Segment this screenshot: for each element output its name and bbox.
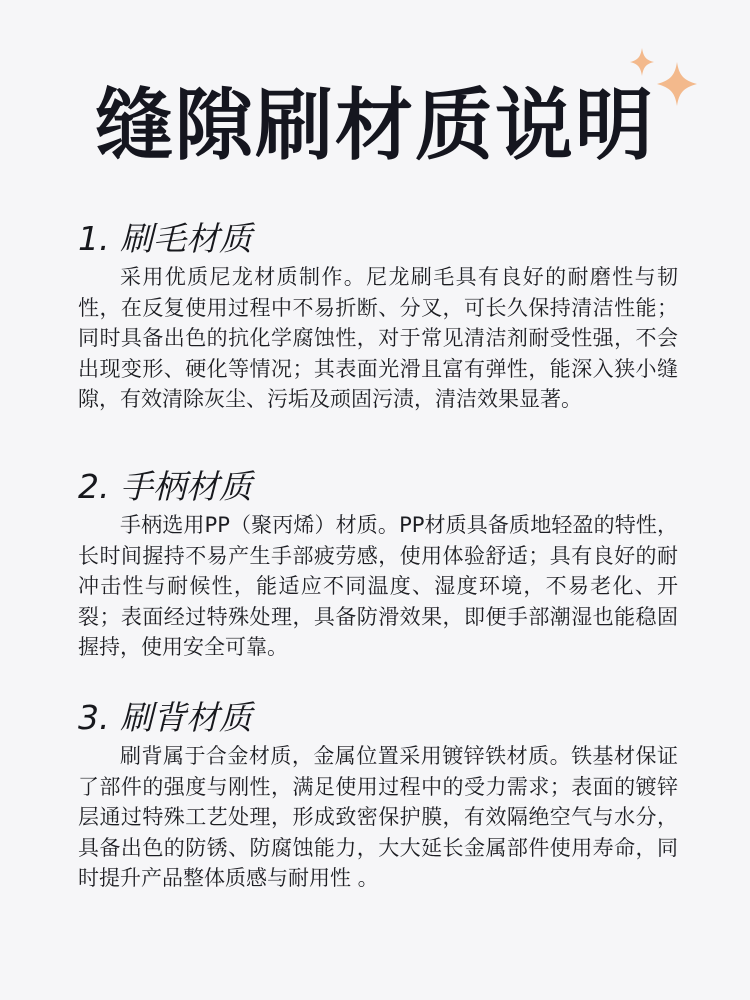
section-heading: 2. 手柄材质 [78, 467, 252, 506]
section-back-material [78, 697, 678, 894]
section-body: 手柄选用PP（聚丙烯）材质。PP材质具备质地轻盈的特性，长时间握持不易产生手部疲劳感，使用体验舒适；具有良好的耐冲击性与耐候性，能适应不同温度、湿度环境，不易老化、开裂；表面经过特殊处理，具备防滑效果，即便手部潮湿也能稳固握持，使用安全可靠。 [78, 513, 678, 659]
section-heading: 3. 刷背材质 [78, 698, 252, 737]
section-body: 采用优质尼龙材质制作。尼龙刷毛具有良好的耐磨性与韧性，在反复使用过程中不易折断、分叉，可长久保持清洁性能；同时具备出色的抗化学腐蚀性，对于常见清洁剂耐受性强，不会出现变形、硬化等情况；其表面光滑且富有弹性，能深入狭小缝隙，有效清除灰尘、污垢及顽固污渍，清洁效果显著。 [78, 265, 678, 411]
section-handle-material [78, 466, 678, 663]
sparkle-icon [620, 40, 710, 120]
section-body: 刷背属于合金材质，金属位置采用镀锌铁材质。铁基材保证了部件的强度与刚性，满足使用过程中的受力需求；表面的镀锌层通过特殊工艺处理，形成致密保护膜，有效隔绝空气与水分，具备出色的防锈、防腐蚀能力，大大延长金属部件使用寿命，同时提升产品整体质感与耐用性 。 [78, 744, 678, 890]
section-bristle-material [78, 218, 678, 415]
section-heading: 1. 刷毛材质 [78, 219, 252, 258]
page-title: 缝隙刷材质说明 [94, 81, 655, 171]
